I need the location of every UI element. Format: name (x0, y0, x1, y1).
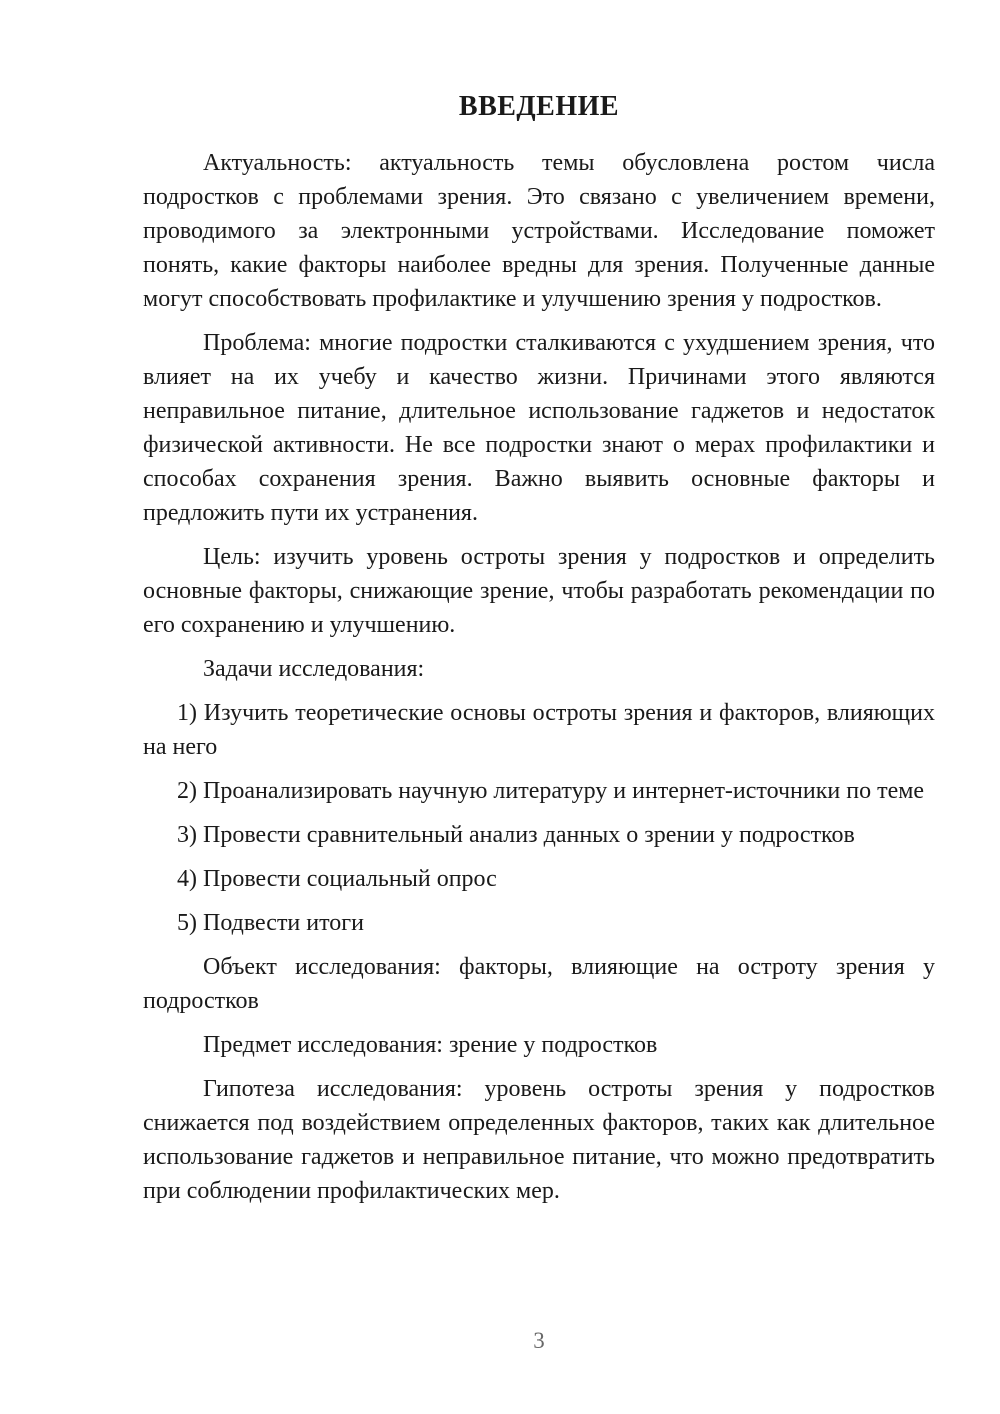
list-item: 2) Проанализировать научную литературу и интернет-источники по теме (177, 778, 925, 804)
paragraph: Цель: изучить уровень остроты зрения у подростков и определить основные факторы, снижающие зрение, чтобы разработать рекомендации по его сохранению и улучшению. (143, 544, 935, 638)
paragraph: Актуальность: актуальность темы обусловлена ростом числа подростков с проблемами зрения. Это связано с увеличением времени, проводимого за электронными устройствами. Исследование поможет понять, какие факторы наиболее вредны для зрения. Полученные данные могут способствовать профилактике и улучшению зрения у подростков. (143, 150, 935, 312)
paragraph: Гипотеза исследования: уровень остроты зрения у подростков снижается под воздействием определенных факторов, таких как длительное использование гаджетов и неправильное питание, что можно предотвратить при соблюдении профилактических мер. (143, 1076, 935, 1204)
paragraph: Объект исследования: факторы, влияющие на остроту зрения у подростков (143, 954, 935, 1014)
paragraph: Проблема: многие подростки сталкиваются с ухудшением зрения, что влияет на их учебу и качество жизни. Причинами этого являются неправильное питание, длительное использование гаджетов и недостаток физической активности. Не все подростки знают о мерах профилактики и способах сохранения зрения. Важно выявить основные факторы и предложить пути их устранения. (143, 330, 935, 526)
page-content (143, 90, 935, 1218)
list-item: 4) Провести социальный опрос (177, 866, 497, 892)
list-item: 5) Подвести итоги (177, 910, 364, 936)
page-title: ВВЕДЕНИЕ (458, 91, 620, 122)
list-item: 3) Провести сравнительный анализ данных о зрении у подростков (177, 822, 855, 848)
paragraph: Предмет исследования: зрение у подростков (203, 1032, 658, 1058)
list-item: 1) Изучить теоретические основы остроты зрения и факторов, влияющих на него (143, 700, 935, 760)
page-number: 3 (533, 1328, 545, 1353)
document-body (143, 146, 935, 1208)
paragraph: Задачи исследования: (203, 656, 425, 682)
